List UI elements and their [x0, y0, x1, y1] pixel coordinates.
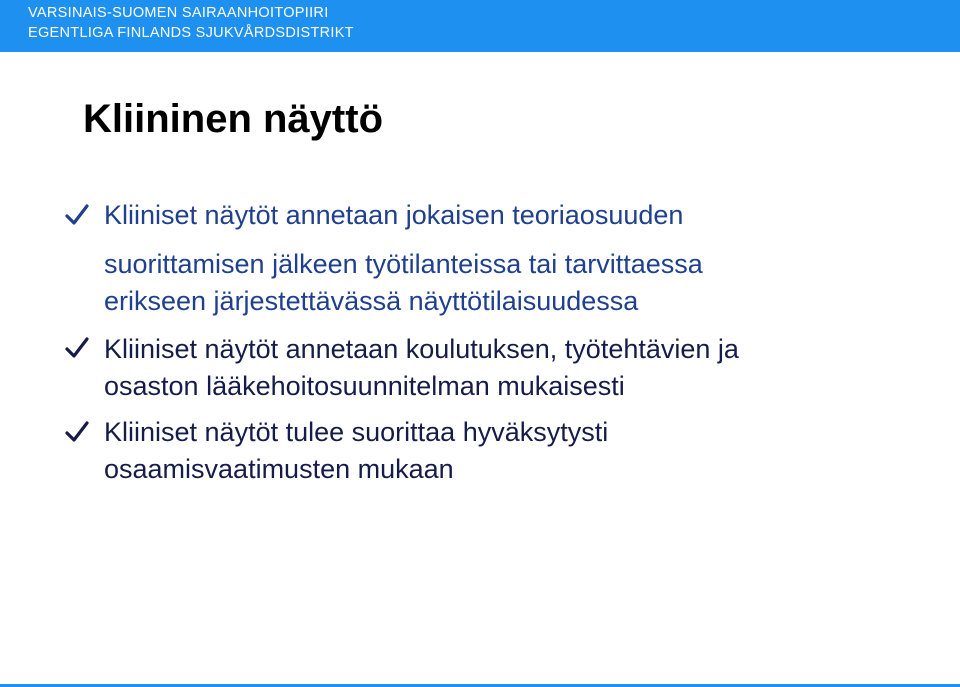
organization-name-swedish: EGENTLIGA FINLANDS SJUKVÅRDSDISTRIKT	[28, 25, 354, 41]
check-icon	[64, 335, 90, 361]
bullet-line: Kliiniset näytöt annetaan jokaisen teoriaosuuden	[104, 200, 684, 230]
bullet-line: suorittamisen jälkeen työtilanteissa tai tarvittaessa	[104, 249, 703, 279]
slide-title: Kliininen näyttö	[83, 97, 383, 141]
bullet-line: erikseen järjestettävässä näyttötilaisuudessa	[104, 286, 639, 316]
bullet-line: Kliiniset näytöt annetaan koulutuksen, työtehtävien ja	[104, 334, 739, 364]
check-icon	[64, 202, 90, 228]
header-band	[0, 0, 960, 52]
bullet-line: Kliiniset näytöt tulee suorittaa hyväksytysti	[104, 417, 609, 447]
organization-name-finnish: VARSINAIS-SUOMEN SAIRAANHOITOPIIRI	[28, 5, 329, 21]
bullet-line: osaamisvaatimusten mukaan	[104, 454, 454, 484]
check-icon	[64, 419, 90, 445]
bullet-line: osaston lääkehoitosuunnitelman mukaisesti	[104, 371, 625, 401]
